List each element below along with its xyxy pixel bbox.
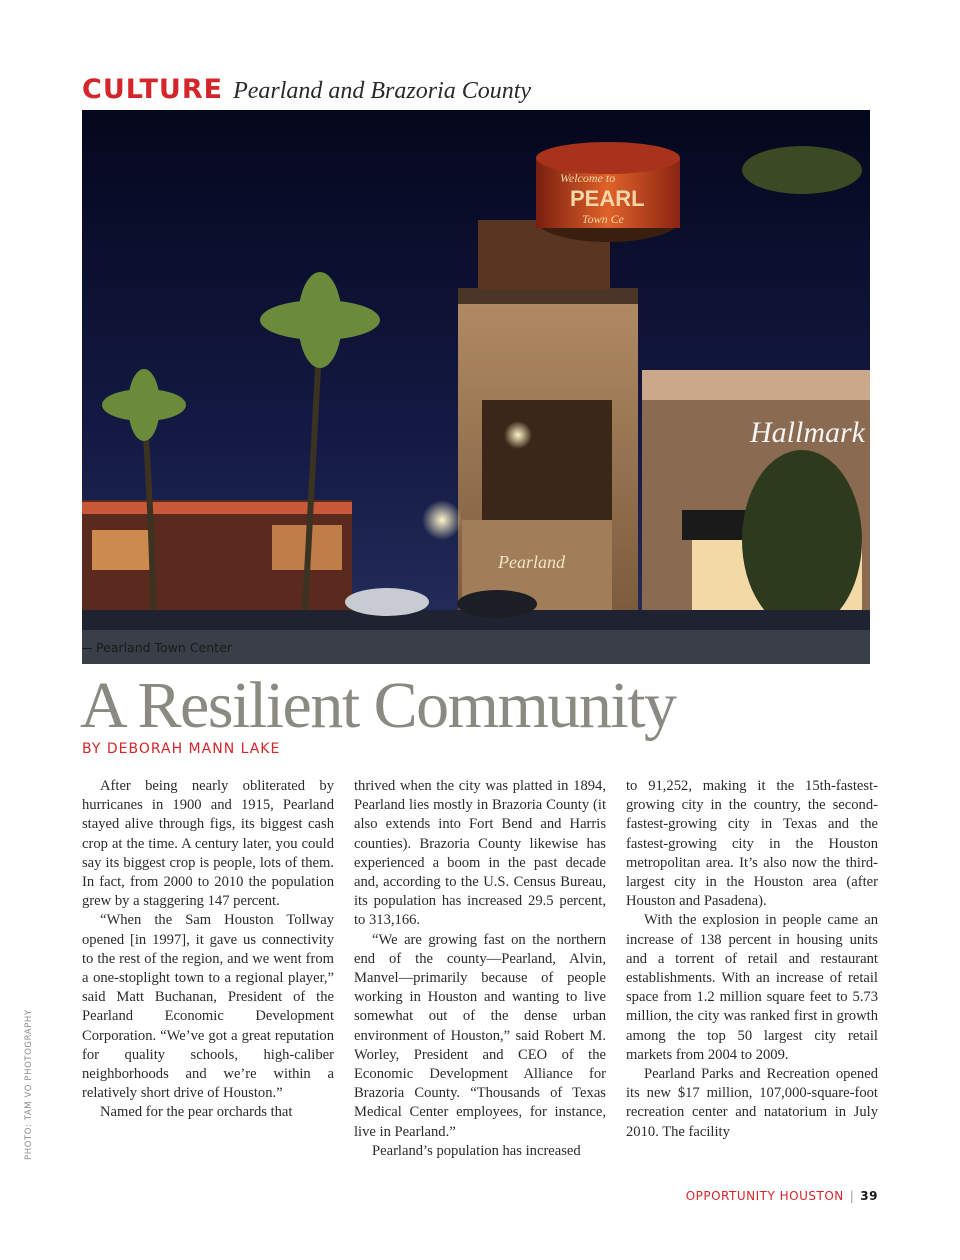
pearland-wall-sign: Pearland [498, 552, 565, 572]
section-label: CULTURE [82, 74, 224, 105]
paragraph: to 91,252, making it the 15th-fastest-growing city in the country, the second-fastest-growing city in Texas and the fastest-growing city in the Houston metropolitan area. It’s also now the third-largest city in the Houston area (after Houston and Pasadena). [626, 778, 878, 910]
tower-sign-main: PEARL [570, 186, 645, 211]
town-center-illustration [82, 110, 870, 664]
paragraph: Named for the pear orchards that [100, 1104, 293, 1121]
article-byline: BY DEBORAH MANN LAKE [82, 741, 281, 757]
paragraph: thrived when the city was platted in 1894, Pearland lies mostly in Brazoria County (it also extends into Fort Bend and Harris counties). Brazoria County likewise has experienced a boom in the past decade and, according to the U.S. Census Bureau, its population has increased 29.5 percent, to 313,166. [354, 778, 606, 929]
tower-sign-sub: Town Ce [582, 212, 624, 226]
paragraph: After being nearly obliterated by hurricanes in 1900 and 1915, Pearland stayed alive through figs, its biggest cash crop at the time. A century later, you could say its biggest crop is people, lots of them. In fact, from 2000 to 2010 the population grew by a staggering 147 percent. [82, 778, 334, 910]
photo-credit: PHOTO: TAM VO PHOTOGRAPHY [24, 1009, 34, 1160]
photo-caption: Pearland Town Center [82, 640, 232, 655]
feature-photo [82, 110, 870, 664]
section-header [82, 74, 531, 110]
tower-sign-welcome: Welcome to [560, 171, 616, 185]
footer-separator: | [849, 1189, 855, 1203]
page-footer [686, 1189, 878, 1203]
page-number: 39 [860, 1189, 878, 1203]
paragraph: Pearland Parks and Recreation opened its new $17 million, 107,000-square-foot recreation center and natatorium in July 2010. The facility [626, 1066, 878, 1140]
article-column-3 [626, 777, 878, 1142]
paragraph: “We are growing fast on the northern end of the county—Pearland, Alvin, Manvel—primarily because of people working in Houston and wanting to live somewhat out of the dense urban environment of Houston,” said Robert M. Worley, President and CEO of the Economic Development Alliance for Brazoria County. “Thousands of Texas Medical Center employees, for instance, live in Pearland.” [354, 931, 606, 1140]
paragraph: Pearland’s population has increased [372, 1142, 581, 1159]
article-column-1 [82, 777, 334, 1123]
section-subtitle: Pearland and Brazoria County [233, 78, 532, 104]
paragraph: With the explosion in people came an increase of 138 percent in housing units and a torrent of retail and restaurant establishments. With an increase of retail space from 1.2 million square feet to 5.73 million, the city was ranked first in growth among the top 50 largest city retail markets from 2004 to 2009. [626, 912, 878, 1063]
publication-name: OPPORTUNITY HOUSTON [685, 1189, 844, 1203]
article-headline: A Resilient Community [80, 669, 676, 742]
article-column-2 [354, 777, 606, 1161]
paragraph: “When the Sam Houston Tollway opened [in 1997], it gave us connectivity to the rest of the region, and we went from a one-stoplight town to a regional player,” said Matt Buchanan, President of the Pearland Economic Development Corporation. “We’ve got a great reputation for quality schools, high-caliber neighborhoods and we’re within a relatively short drive of Houston.” [82, 912, 334, 1102]
hallmark-sign: Hallmark [750, 416, 865, 449]
